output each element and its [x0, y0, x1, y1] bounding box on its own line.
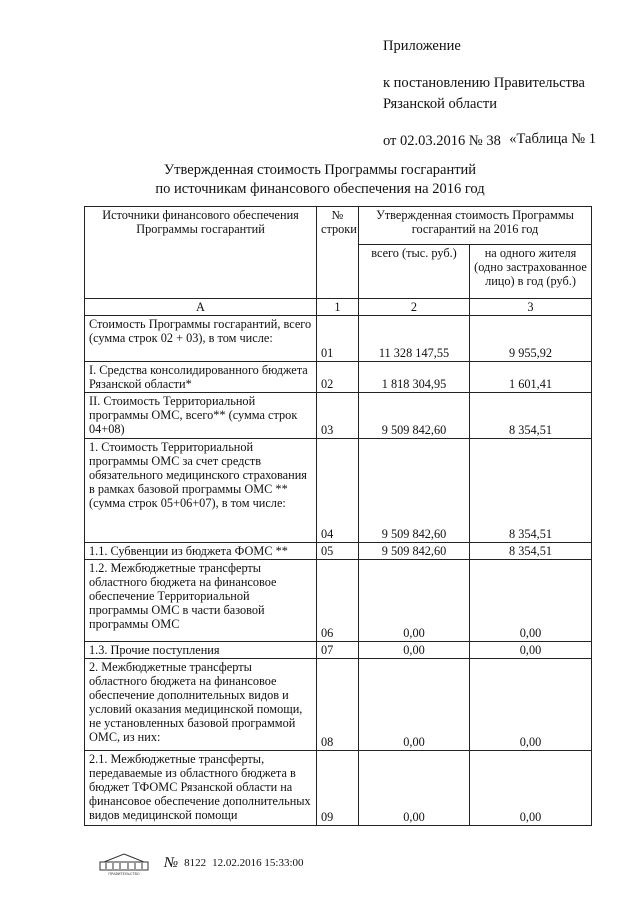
- table-row: [85, 362, 592, 393]
- row-number: 03: [317, 393, 359, 439]
- row-source: 1.2. Межбюджетные трансферты областного бюджета на финансовое обеспечение Территориальной программы ОМС в части базовой программы ОМС: [85, 560, 317, 642]
- row-number: 01: [317, 316, 359, 362]
- table-row: [85, 439, 592, 543]
- row-per-person: 0,00: [470, 751, 592, 826]
- registration-number: 8122: [184, 857, 207, 869]
- row-per-person: 1 601,41: [470, 362, 592, 393]
- row-per-person: 8 354,51: [470, 393, 592, 439]
- header-per-person: на одного жителя (одно застрахованное лицо) в год (руб.): [470, 245, 592, 299]
- header-row-number: № строки: [317, 207, 359, 299]
- row-source: I. Средства консолидированного бюджета Рязанской области*: [85, 362, 317, 393]
- header-total: всего (тыс. руб.): [359, 245, 470, 299]
- number-sign: №: [164, 854, 179, 871]
- title-line-2: по источникам финансового обеспечения на 2016 год: [155, 181, 485, 197]
- row-per-person: 9 955,92: [470, 316, 592, 362]
- row-number: 09: [317, 751, 359, 826]
- row-number: 07: [317, 642, 359, 659]
- table-row: [85, 560, 592, 642]
- registration-datetime: 12.02.2016 15:33:00: [212, 857, 304, 869]
- title-line-1: Утвержденная стоимость Программы госгарантий: [163, 162, 477, 178]
- row-source: 1. Стоимость Территориальной программы ОМС за счет средств обязательного медицинского страхования в рамках базовой программы ОМС ** (сумма строк 05+06+07), в том числе:: [85, 439, 317, 543]
- table-row: [85, 316, 592, 362]
- row-total: 9 509 842,60: [359, 439, 470, 543]
- row-source: II. Стоимость Территориальной программы ОМС, всего** (сумма строк 04+08): [85, 393, 317, 439]
- index-cell: А: [85, 299, 317, 316]
- row-source: Стоимость Программы госгарантий, всего (сумма строк 02 + 03), в том числе:: [85, 316, 317, 362]
- table-number-label: «Таблица № 1: [509, 131, 596, 147]
- decree-reference: к постановлению Правительства: [383, 75, 585, 91]
- document-title: [0, 161, 640, 199]
- row-per-person: 0,00: [470, 642, 592, 659]
- row-total: 1 818 304,95: [359, 362, 470, 393]
- row-number: 05: [317, 543, 359, 560]
- row-source: 2.1. Межбюджетные трансферты, передаваемые из областного бюджета в бюджет ТФОМС Рязанской области на финансовое обеспечение дополнительных видов медицинской помощи: [85, 751, 317, 826]
- funding-table: [84, 206, 592, 826]
- index-cell: 1: [317, 299, 359, 316]
- table-row: [85, 393, 592, 439]
- row-number: 02: [317, 362, 359, 393]
- header-source: Источники финансового обеспечения Программы госгарантий: [85, 207, 317, 299]
- building-seal-icon: [96, 850, 152, 876]
- decree-date: от 02.03.2016 № 38: [383, 133, 501, 149]
- region-name: Рязанской области: [383, 96, 497, 112]
- table-row: [85, 751, 592, 826]
- row-total: 0,00: [359, 751, 470, 826]
- row-total: 0,00: [359, 659, 470, 751]
- table-row: [85, 543, 592, 560]
- row-source: 2. Межбюджетные трансферты областного бюджета на финансовое обеспечение дополнительных видов и условий оказания медицинской помощи, не установленных базовой программой ОМС, из них:: [85, 659, 317, 751]
- row-per-person: 8 354,51: [470, 439, 592, 543]
- index-row: [85, 299, 592, 316]
- row-per-person: 8 354,51: [470, 543, 592, 560]
- row-per-person: 0,00: [470, 659, 592, 751]
- row-per-person: 0,00: [470, 560, 592, 642]
- row-number: 06: [317, 560, 359, 642]
- row-total: 0,00: [359, 642, 470, 659]
- table-row: [85, 659, 592, 751]
- appendix-label: Приложение: [383, 38, 461, 54]
- index-cell: 3: [470, 299, 592, 316]
- row-total: 9 509 842,60: [359, 393, 470, 439]
- header-cost-group: Утвержденная стоимость Программы госгарантий на 2016 год: [359, 207, 592, 245]
- registration-footer: [96, 850, 304, 876]
- row-source: 1.3. Прочие поступления: [85, 642, 317, 659]
- row-source: 1.1. Субвенции из бюджета ФОМС **: [85, 543, 317, 560]
- index-cell: 2: [359, 299, 470, 316]
- row-number: 04: [317, 439, 359, 543]
- table-row: [85, 642, 592, 659]
- row-number: 08: [317, 659, 359, 751]
- row-total: 11 328 147,55: [359, 316, 470, 362]
- row-total: 0,00: [359, 560, 470, 642]
- seal-text: ПРАВИТЕЛЬСТВО: [108, 872, 140, 876]
- row-total: 9 509 842,60: [359, 543, 470, 560]
